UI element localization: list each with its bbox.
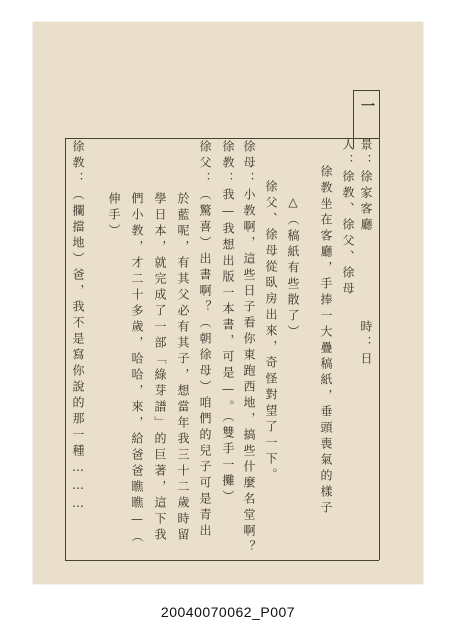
script-line: 徐父、徐母從臥房出來，奇怪對望了一下。 <box>264 180 278 484</box>
page-number: 一 <box>361 99 375 115</box>
header-rule <box>353 90 379 91</box>
script-line: 徐教：我—我想出版一本書，可是—。（雙手一攤） <box>221 140 235 506</box>
script-line: 於藍呢，有其父必有其子，想當年我三十二歲時留 <box>176 192 190 544</box>
body-top-rule <box>65 138 379 139</box>
bottom-rule <box>65 560 379 561</box>
script-line: 學日本，就完成了一部「綠芽譜」的巨著，這下我 <box>153 192 167 544</box>
script-line: 徐教：（攔擋地）爸，我不是寫你說的那一種……… <box>71 140 85 514</box>
characters-heading: 人：徐教、徐父、徐母 <box>341 138 355 298</box>
script-line: 徐教坐在客廳，手捧一大疊稿紙，垂頭喪氣的樣子 <box>319 165 333 517</box>
scene-heading: 景：徐家客廳 <box>359 138 373 234</box>
script-line: 伸手） <box>107 192 121 240</box>
image-caption: 20040070062_P007 <box>160 604 296 620</box>
time-heading: 時：日 <box>359 320 373 368</box>
header-divider-line <box>379 90 380 560</box>
script-line: 們小教，才二十多歲，哈哈，來，給爸爸瞧瞧—（ <box>130 192 144 546</box>
script-line: △（稿紙有些散了） <box>286 195 300 341</box>
script-line: 徐母：小教啊，這些日子看你東跑西地，搞些什麼名堂啊？ <box>242 140 256 556</box>
left-frame-line <box>65 138 66 560</box>
script-line: 徐父：（驚喜）出書啊？（朝徐母）咱們的兒子可是青出 <box>198 140 212 540</box>
